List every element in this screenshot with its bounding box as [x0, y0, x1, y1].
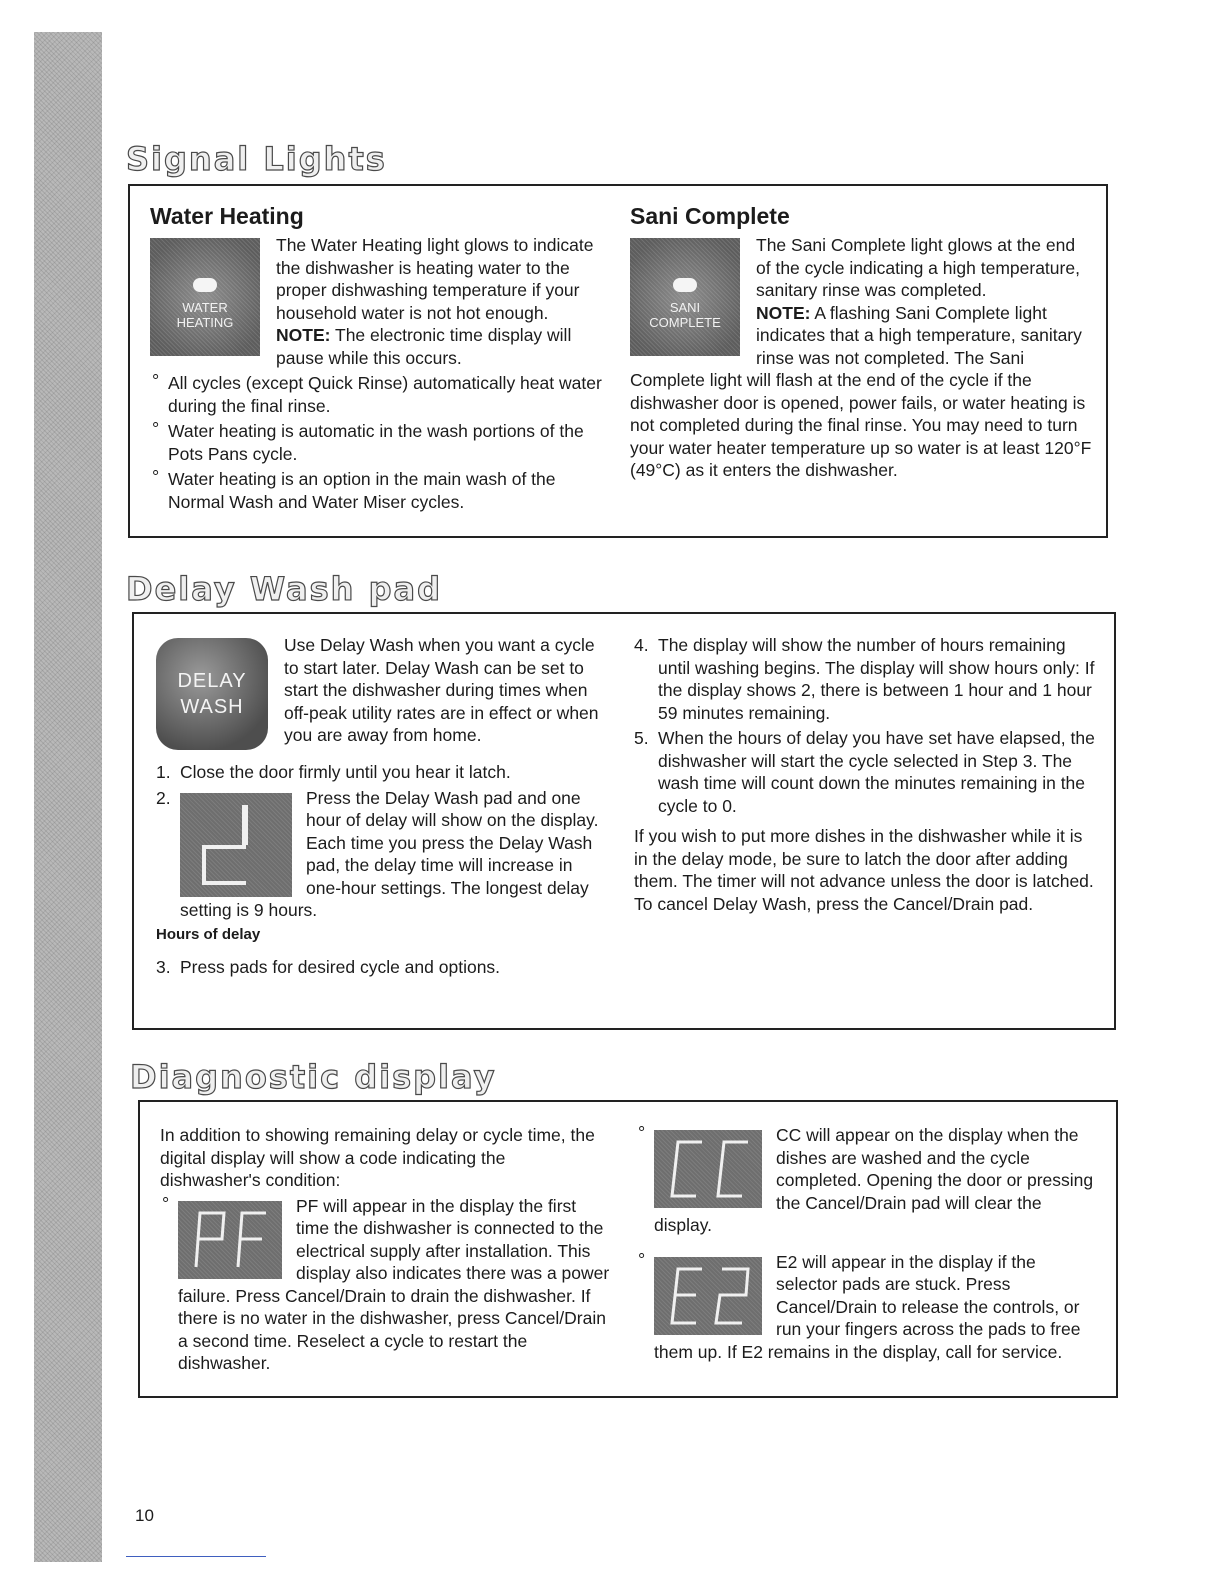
- list-item: ° All cycles (except Quick Rinse) automatically heat water during the final rinse.: [150, 372, 610, 417]
- sani-complete-intro: The Sani Complete light glows at the end of the cycle indicating a high temperature, sanitary rinse was completed.: [756, 235, 1080, 300]
- list-item: ° Water heating is automatic in the wash portions of the Pots Pans cycle.: [150, 420, 610, 465]
- section-title-signal-lights: Signal Lights: [126, 140, 387, 178]
- list-item: 2. Press the Delay Wash pad and one hour of delay will show on the display. Each time you press the Delay Wash pad, the delay time will increase in one-hour settings. The longest delay setting is 9 hours. Hours of delay: [156, 787, 608, 947]
- delay-wash-box: [132, 612, 1116, 1030]
- delay-wash-left-column: [156, 634, 608, 979]
- sani-complete-heading: Sani Complete: [630, 203, 790, 229]
- hours-of-delay-display: [180, 793, 292, 897]
- delay-wash-closing: If you wish to put more dishes in the dishwasher while it is in the delay mode, be sure to latch the door after adding them. The timer will not advance unless the door is latched. To cancel Delay Wash, press the Cancel/Drain pad.: [634, 826, 1094, 914]
- e2-display: [654, 1257, 762, 1335]
- pad-label: DELAY: [177, 670, 247, 692]
- note-label: NOTE:: [756, 302, 811, 323]
- cc-code-icon: [654, 1130, 762, 1208]
- list-item: ° Water heating is an option in the main wash of the Normal Wash and Water Miser cycles.: [150, 468, 610, 513]
- icon-label: HEATING: [176, 315, 234, 330]
- section-title-diagnostic: Diagnostic display: [130, 1058, 497, 1096]
- list-item: 3. Press pads for desired cycle and options.: [156, 957, 501, 977]
- cc-display: [654, 1130, 762, 1208]
- delay-wash-intro: Use Delay Wash when you want a cycle to start later. Delay Wash can be set to start the dishwasher during times when off-peak utility rates are in effect or when you are away from home.: [284, 635, 599, 745]
- list-item: 4. The display will show the number of hours remaining until washing begins. The display will show hours only: If the display shows 2, there is between 1 hour and 1 hour 59 minutes remaining.: [634, 635, 1095, 723]
- display-caption: Hours of delay: [156, 925, 261, 943]
- diagnostic-intro: In addition to showing remaining delay or cycle time, the digital display will show a code indicating the dishwasher's condition:: [160, 1125, 595, 1190]
- signal-lights-box: [128, 184, 1108, 538]
- list-item: ° PF will appear in the display the first time the dishwasher is connected to the electrical supply after installation. This display also indicates there was a power failure. Press Cancel/Drain to drain the dishwasher. If there is no water in the dishwasher, press Cancel/Drain a second time. Reselect a cycle to restart the dishwasher.: [160, 1195, 610, 1375]
- list-item: 1. Close the door firmly until you hear it latch.: [156, 762, 511, 782]
- sani-complete-light-icon: [630, 238, 740, 356]
- pf-code-icon: [178, 1201, 282, 1279]
- icon-label: SANI: [669, 300, 701, 315]
- list-item: ° CC will appear on the display when the dishes are washed and the cycle completed. Opening the door or pressing the Cancel/Drain pad will clear the display.: [636, 1124, 1098, 1237]
- e2-code-icon: [654, 1257, 762, 1335]
- footer-rule: [126, 1556, 266, 1557]
- list-item: ° E2 will appear in the display if the selector pads are stuck. Press Cancel/Drain to release the controls, or run your fingers across the pads to free them up. If E2 remains in the display, call for service.: [636, 1251, 1098, 1364]
- diagnostic-box: [138, 1100, 1118, 1398]
- pad-label: WASH: [180, 696, 244, 718]
- delay-wash-steps-right: [634, 634, 1100, 817]
- indicator-lamp-icon: [673, 278, 697, 292]
- section-title-delay-wash: Delay Wash pad: [126, 570, 442, 608]
- icon-label: COMPLETE: [649, 315, 721, 330]
- diagnostic-right-column: [636, 1124, 1098, 1363]
- delay-wash-steps-left: [156, 754, 608, 979]
- water-heating-bullets: [150, 372, 610, 513]
- note-text: The electronic time display will pause while this occurs.: [276, 325, 572, 368]
- page-number: 10: [135, 1506, 154, 1525]
- water-heating-intro: The Water Heating light glows to indicate the dishwasher is heating water to the proper dishwashing temperature if your household water is not hot enough.: [276, 235, 594, 323]
- list-item: 5. When the hours of delay you have set have elapsed, the dishwasher will start the cycle selected in Step 3. The wash time will count down the minutes remaining in the cycle to 0.: [634, 728, 1095, 816]
- pf-display: [178, 1201, 282, 1279]
- sani-complete-column: [630, 202, 1092, 482]
- note-label: NOTE:: [276, 325, 331, 345]
- delay-wash-pad-icon: [156, 638, 268, 750]
- note-text: A flashing Sani Complete light indicates that a high temperature, sanitary rinse was not completed. The Sani Complete light will flash at the end of the cycle if the dishwasher door is opened, power fails, or water heating is not completed during the final rinse. You may need to turn your water heater temperature up so water is at least 120°F (49°C) as it enters the dishwasher.: [630, 302, 1092, 480]
- icon-label: WATER: [182, 300, 228, 315]
- diagnostic-bullets-right: [636, 1124, 1098, 1363]
- water-heating-heading: Water Heating: [150, 203, 304, 229]
- diagnostic-bullets-left: [160, 1195, 610, 1375]
- indicator-lamp-icon: [193, 278, 217, 292]
- side-margin-strip: [34, 32, 102, 1562]
- water-heating-column: [150, 202, 610, 513]
- water-heating-light-icon: [150, 238, 260, 356]
- diagnostic-left-column: [160, 1124, 610, 1375]
- delay-wash-right-column: [634, 634, 1100, 915]
- digit-2-icon: [180, 793, 292, 897]
